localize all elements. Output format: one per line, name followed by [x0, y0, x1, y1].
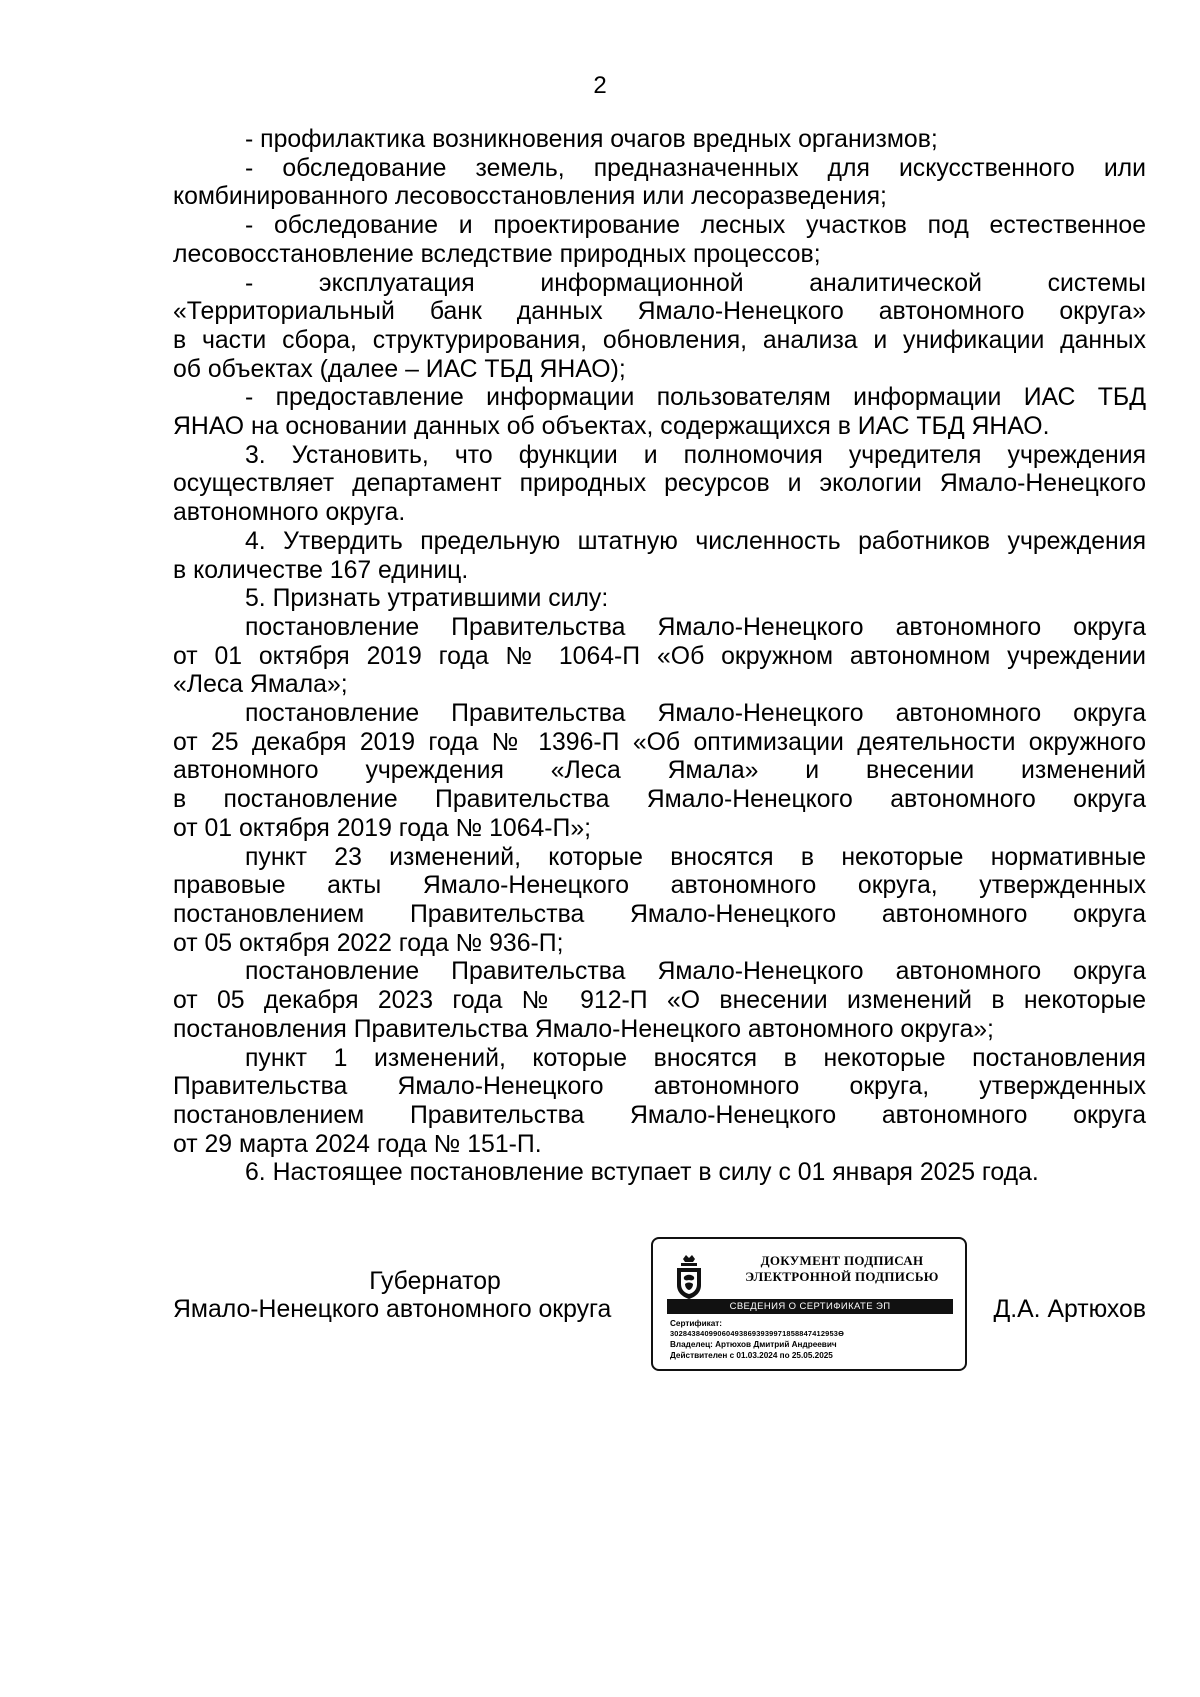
text-line: от 25 декабря 2019 года № 1396-П «Об оптимизации деятельности окружного: [173, 728, 1146, 756]
stamp-title: [723, 1253, 961, 1285]
text-line: об объектах (далее – ИАС ТБД ЯНАО);: [173, 355, 626, 383]
text-line: 3. Установить, что функции и полномочия учредителя учреждения: [245, 441, 1146, 469]
text-line: автономного учреждения «Леса Ямала» и внесении изменений: [173, 757, 1146, 785]
text-line: в количестве 167 единиц.: [173, 556, 469, 584]
stamp-title-line: ЭЛЕКТРОННОЙ ПОДПИСЬЮ: [745, 1269, 939, 1284]
stamp-title-line: ДОКУМЕНТ ПОДПИСАН: [760, 1253, 924, 1268]
text-line: в постановление Правительства Ямало-Ненецкого автономного округа: [173, 786, 1146, 814]
signatory-name: Д.А. Артюхов: [993, 1296, 1146, 1323]
text-line: комбинированного лесовосстановления или лесоразведения;: [173, 183, 887, 211]
text-line: постановлением Правительства Ямало-Ненецкого автономного округа: [173, 1101, 1146, 1129]
text-line: «Территориальный банк данных Ямало-Ненецкого автономного округа»: [173, 298, 1146, 326]
certificate-validity: Действителен с 01.03.2024 по 25.05.2025: [670, 1351, 833, 1360]
text-line: от 01 октября 2019 года № 1064-П «Об окружном автономном учреждении: [173, 642, 1146, 670]
text-line: ЯНАО на основании данных об объектах, содержащихся в ИАС ТБД ЯНАО.: [173, 413, 1050, 441]
certificate-info-bar: СВЕДЕНИЯ О СЕРТИФИКАТЕ ЭП: [667, 1299, 953, 1314]
signatory-title: Губернатор: [369, 1268, 501, 1295]
text-line: постановления Правительства Ямало-Ненецкого автономного округа»;: [173, 1015, 994, 1043]
text-line: в части сбора, структурирования, обновления, анализа и унификации данных: [173, 326, 1146, 354]
electronic-signature-stamp: [651, 1237, 967, 1371]
signatory-region: Ямало-Ненецкого автономного округа: [173, 1296, 612, 1323]
text-line: пункт 1 изменений, которые вносятся в некоторые постановления: [245, 1044, 1146, 1072]
text-line: лесовосстановление вследствие природных процессов;: [173, 240, 821, 268]
text-line: 6. Настоящее постановление вступает в силу с 01 января 2025 года.: [245, 1159, 1039, 1187]
text-line: постановление Правительства Ямало-Ненецкого автономного округа: [245, 613, 1146, 641]
page-number: 2: [593, 72, 607, 99]
text-line: - обследование и проектирование лесных участков под естественное: [245, 212, 1146, 240]
text-line: осуществляет департамент природных ресурсов и экологии Ямало-Ненецкого: [173, 470, 1146, 498]
text-line: от 05 декабря 2023 года № 912-П «О внесении изменений в некоторые: [173, 987, 1146, 1015]
document-body: [173, 126, 1146, 1188]
certificate-number: 302843840990604938693939971858847412953Ө: [670, 1329, 845, 1338]
text-line: от 01 октября 2019 года № 1064-П»;: [173, 814, 592, 842]
text-line: «Леса Ямала»;: [173, 671, 348, 699]
text-line: правовые акты Ямало-Ненецкого автономного округа, утвержденных: [173, 872, 1146, 900]
text-line: пункт 23 изменений, которые вносятся в некоторые нормативные: [245, 843, 1146, 871]
text-line: от 29 марта 2024 года № 151-П.: [173, 1130, 542, 1158]
certificate-owner: Владелец: Артюхов Дмитрий Андреевич: [670, 1340, 837, 1349]
text-line: - обследование земель, предназначенных для искусственного или: [245, 154, 1146, 182]
text-line: 4. Утвердить предельную штатную численность работников учреждения: [245, 527, 1146, 555]
text-line: - профилактика возникновения очагов вредных организмов;: [245, 126, 938, 153]
text-line: от 05 октября 2022 года № 936-П;: [173, 929, 564, 957]
text-line: постановлением Правительства Ямало-Ненецкого автономного округа: [173, 900, 1146, 928]
text-line: - предоставление информации пользователям информации ИАС ТБД: [245, 384, 1146, 412]
coat-of-arms-icon: [671, 1253, 707, 1301]
text-line: Правительства Ямало-Ненецкого автономного округа, утвержденных: [173, 1073, 1146, 1101]
text-line: - эксплуатация информационной аналитической системы: [245, 269, 1146, 297]
text-line: 5. Признать утратившими силу:: [245, 585, 609, 613]
text-line: постановление Правительства Ямало-Ненецкого автономного округа: [245, 700, 1146, 728]
text-line: автономного округа.: [173, 499, 406, 527]
certificate-label: Сертификат:: [670, 1319, 722, 1328]
text-line: постановление Правительства Ямало-Ненецкого автономного округа: [245, 958, 1146, 986]
